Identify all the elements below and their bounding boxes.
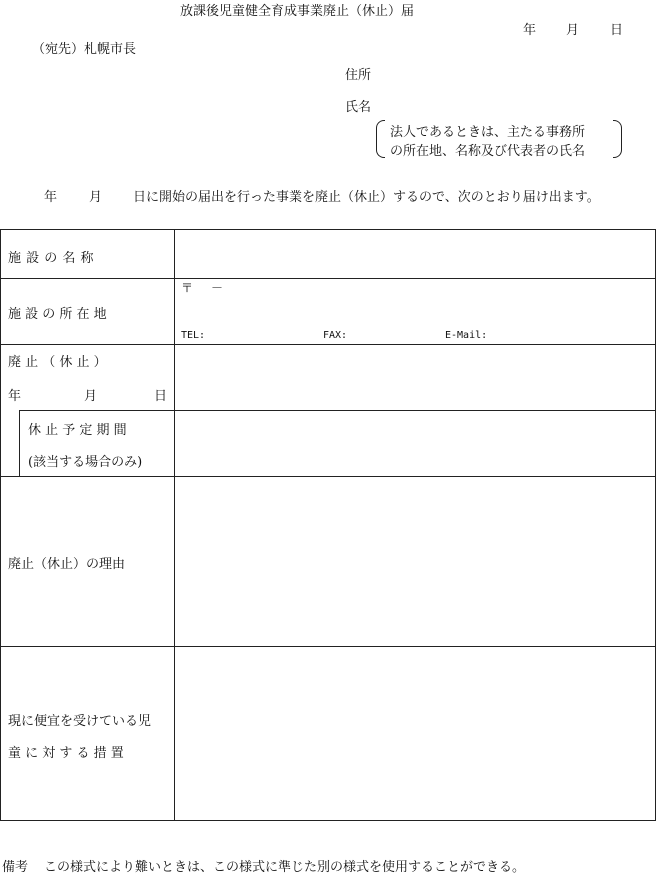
facility-location-field[interactable]: [175, 279, 656, 344]
document-title: 放課後児童健全育成事業廃止（休止）届: [180, 4, 415, 19]
reason-field[interactable]: [175, 477, 656, 646]
corporation-note-line1: 法人であるときは、主たる事務所: [390, 125, 586, 140]
suspension-period-label: 休 止 予 定 期 間: [28, 423, 127, 438]
address-label: 住所: [345, 68, 372, 83]
email-label: E-Mail:: [445, 330, 488, 341]
intro-month: 月: [89, 190, 103, 205]
remarks-label: 備考: [2, 860, 29, 875]
abolition-date-month-label: 月: [84, 389, 98, 404]
intro-text: 日に開始の届出を行った事業を廃止（休止）するので、次のとおり届け出ます。: [133, 190, 600, 205]
facility-location-label: 施 設 の 所 在 地: [8, 307, 107, 322]
remarks-text: この様式により難いときは、この様式に準じた別の様式を使用することができる。: [44, 860, 526, 875]
reason-label: 廃止（休止）の理由: [8, 557, 126, 572]
corporation-note-line2: の所在地、名称及び代表者の氏名: [390, 144, 586, 159]
right-bracket: [613, 120, 622, 158]
measures-label-line1: 現に便宜を受けている児: [8, 714, 152, 729]
remarks: [2, 856, 525, 875]
abolition-date-label: 廃 止 （ 休 止 ）: [8, 355, 107, 370]
date-day-label: 日: [610, 23, 624, 38]
postal-mark: 〒: [181, 281, 194, 295]
facility-name-field[interactable]: [175, 230, 656, 278]
abolition-date-year-label: 年: [8, 389, 22, 404]
left-bracket: [376, 120, 385, 158]
date-year-label: 年: [523, 23, 537, 38]
suspension-period-field[interactable]: [175, 411, 656, 476]
facility-name-label: 施 設 の 名 称: [8, 251, 95, 266]
corporation-note: [376, 120, 622, 158]
fax-label: FAX:: [323, 330, 348, 341]
addressee: （宛先）札幌市長: [32, 42, 137, 57]
intro-year: 年: [44, 190, 58, 205]
abolition-date-field[interactable]: [175, 345, 656, 410]
suspension-period-note: (該当する場合のみ): [28, 455, 143, 470]
abolition-date-day-label: 日: [154, 389, 168, 404]
tel-label: TEL:: [181, 330, 206, 341]
postal-dash: －: [211, 281, 224, 295]
date-month-label: 月: [566, 23, 580, 38]
measures-field[interactable]: [175, 647, 656, 820]
measures-label-line2: 童 に 対 す る 措 置: [8, 746, 124, 761]
name-label: 氏名: [345, 100, 372, 115]
suspension-indent-line: [19, 410, 20, 476]
notification-form: [0, 229, 656, 821]
